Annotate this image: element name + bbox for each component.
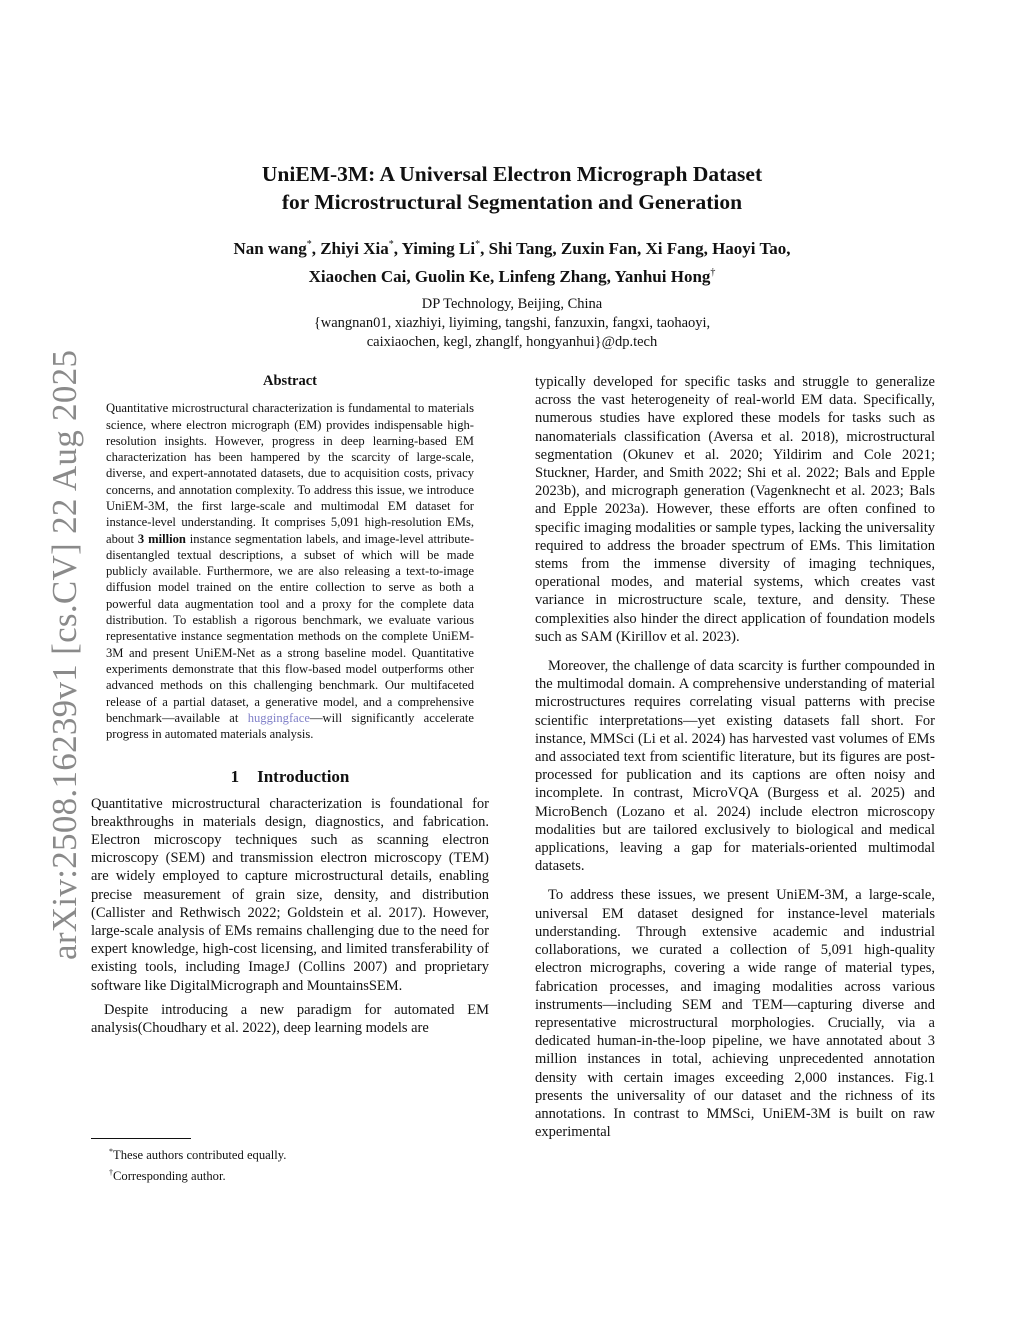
- intro-paragraph: Despite introducing a new paradigm for automated EM analysis(Choudhary et al. 2022), deep learning models are: [91, 1001, 489, 1037]
- author-mark: *: [306, 239, 312, 250]
- intro-paragraph: To address these issues, we present UniEM-3M, a large-scale, universal EM dataset designed for instance-level materials understanding. Through extensive academic and industrial collaborations, we curated a collection of 5,091 high-quality electron micrographs, covering a wide range of material types, fabrication processes, and imaging modalities across various instruments—including SEM and TEM—capturing diverse and representative microstructural morphologies. Crucially, via a dedicated human-in-the-loop pipeline, we have annotated about 3 million instances in total, achieving unprecedented annotation density with certain images exceeding 2,000 instances. Fig.1 presents the universality of our dataset and the richness of its annotations. In contrast to MMSci, UniEM-3M is built on raw experimental: [535, 887, 935, 1141]
- paper-title-line-2: for Microstructural Segmentation and Generation: [281, 190, 743, 214]
- author-list: [120, 233, 904, 289]
- author-name: Linfeng Zhang: [498, 267, 607, 286]
- author-name: Xi Fang: [645, 239, 704, 258]
- abstract-heading: Abstract: [263, 373, 317, 389]
- intro-paragraph: Quantitative microstructural characterization is foundational for breakthroughs in materials design, diagnostics, and fabrication. Electron microscopy techniques such as scanning electron microscopy (SEM) and transmission electron microscopy (TEM) are widely employed to capture microstructural details, enabling precise measurement of grain size, density, and distribution (Callister and Rethwisch 2022; Goldstein et al. 2017). However, large-scale analysis of EMs remains challenging due to the need for expert knowledge, high-cost licensing, and limited transferability of existing tools, including ImageJ (Collins 2007) and proprietary software like DigitalMicrograph and MountainsSEM.: [91, 795, 489, 994]
- author-line-2: Xiaochen Cai, Guolin Ke, Linfeng Zhang, Yanhui Hong†: [308, 267, 716, 286]
- intro-paragraph: typically developed for specific tasks and struggle to generalize across the vast heterogeneity of real-world EM data. Specifically, numerous studies have explored these models for tasks such as nanomaterials classification (Aversa et al. 2018), microstructural segmentation (Okunev et al. 2020; Yildirim and Cole 2021; Stuckner, Harder, and Smith 2022; Shi et al. 2022; Bals and Epple 2023b), and micrograph generation (Vagenknecht et al. 2023; Bals and Epple 2023a). However, these efforts are often confined to specific imaging modalities or sample types, lacking the universality required to address the broader spectrum of EMs. This limitation stems from the immense diversity of imaging techniques, operational modes, and material systems, which creates vast variance in microstructure scale, texture, and density. These complexities also hinder the direct application of foundation models such as SAM (Kirillov et al. 2023).: [535, 374, 935, 645]
- paper-title-line-1: UniEM-3M: A Universal Electron Micrograph Dataset: [261, 162, 763, 186]
- author-name: Shi Tang: [488, 239, 553, 258]
- section-title: Introduction: [257, 767, 350, 787]
- author-line-1: Nan wang*, Zhiyi Xia*, Yiming Li*, Shi Tang, Zuxin Fan, Xi Fang, Haoyi Tao,: [233, 239, 791, 258]
- footnote: *These authors contributed equally.: [109, 1147, 287, 1162]
- paper-header: [120, 160, 904, 352]
- author-name: Zuxin Fan: [560, 239, 637, 258]
- affiliation-emails-1: {wangnan01, xiazhiyi, liyiming, tangshi, fanzuxin, fangxi, taohaoyi,: [313, 315, 711, 331]
- arxiv-identifier: arXiv:2508.16239v1 [cs.CV] 22 Aug 2025: [45, 349, 84, 960]
- affiliation-emails-2: caixiaochen, kegl, zhanglf, hongyanhui}@dp.tech: [366, 334, 658, 350]
- author-name: Haoyi Tao,: [712, 239, 791, 258]
- footnotes: [91, 1143, 489, 1185]
- author-name: Guolin Ke: [414, 267, 490, 286]
- affiliation-block: [120, 295, 904, 352]
- right-column: [535, 373, 935, 1141]
- arxiv-side-stamp: [7, 349, 84, 960]
- author-name: Zhiyi Xia: [320, 239, 389, 258]
- left-column: [91, 372, 489, 1037]
- author-mark: *: [475, 239, 481, 250]
- abstract-paragraph: Quantitative microstructural characterization is fundamental to materials science, where electron micrograph (EM) provides indispensable high-resolution insights. However, progress in deep learning-based EM characterization has been hampered by the scarcity of large-scale, diverse, and expert-annotated datasets, due to acquisition costs, privacy concerns, and annotation complexity. To address this issue, we introduce UniEM-3M, the first large-scale and multimodal EM dataset for instance-level understanding. It comprises 5,091 high-resolution EMs, about 3 million instance segmentation labels, and image-level attribute-disentangled textual descriptions, a subset of which will be made publicly available. Furthermore, we are also releasing a text-to-image diffusion model trained on the entire collection to serve as both a powerful data augmentation tool and a proxy for the complete data distribution. To establish a rigorous benchmark, we evaluate various representative instance segmentation methods on the complete UniEM-3M and present UniEM-Net as a strong baseline model. Quantitative experiments demonstrate that this flow-based model outperforms other advanced methods on this challenging benchmark. Our multifaceted release of a partial dataset, a generative model, and a comprehensive benchmark—available at huggingface—will significantly accelerate progress in automated materials analysis.: [106, 401, 475, 742]
- section-number: 1: [230, 767, 240, 787]
- intro-paragraph: Moreover, the challenge of data scarcity is further compounded in the multimodal domain. A comprehensive understanding of material microstructures requires correlating visual patterns with precise scientific interpretations—yet existing datasets fall short. For instance, MMSci (Li et al. 2024) has harvested vast volumes of EMs and associated text from scientific literature, but its figures are post-processed for publication and its captions are often noisy and incomplete. In contrast, MicroVQA (Burgess et al. 2025) and MicroBench (Lozano et al. 2024) include electron microscopy modalities but are tailored exclusively to biological and medical applications, leaving a gap for materials-oriented multimodal datasets.: [535, 658, 935, 875]
- footnote-divider: [91, 1138, 191, 1139]
- author-mark: *: [388, 239, 394, 250]
- section-heading-introduction: [91, 768, 489, 786]
- footnote: †Corresponding author.: [109, 1168, 226, 1183]
- affiliation-institution: DP Technology, Beijing, China: [421, 296, 603, 312]
- abstract-body: [91, 400, 489, 742]
- author-name: Yiming Li: [401, 239, 476, 258]
- author-mark: †: [710, 267, 716, 278]
- author-name: Yanhui Hong: [614, 267, 711, 286]
- author-name: Xiaochen Cai: [308, 267, 407, 286]
- author-name: Nan wang: [233, 239, 307, 258]
- abstract-highlight: 3 million: [137, 531, 186, 546]
- huggingface-link[interactable]: huggingface: [247, 710, 310, 725]
